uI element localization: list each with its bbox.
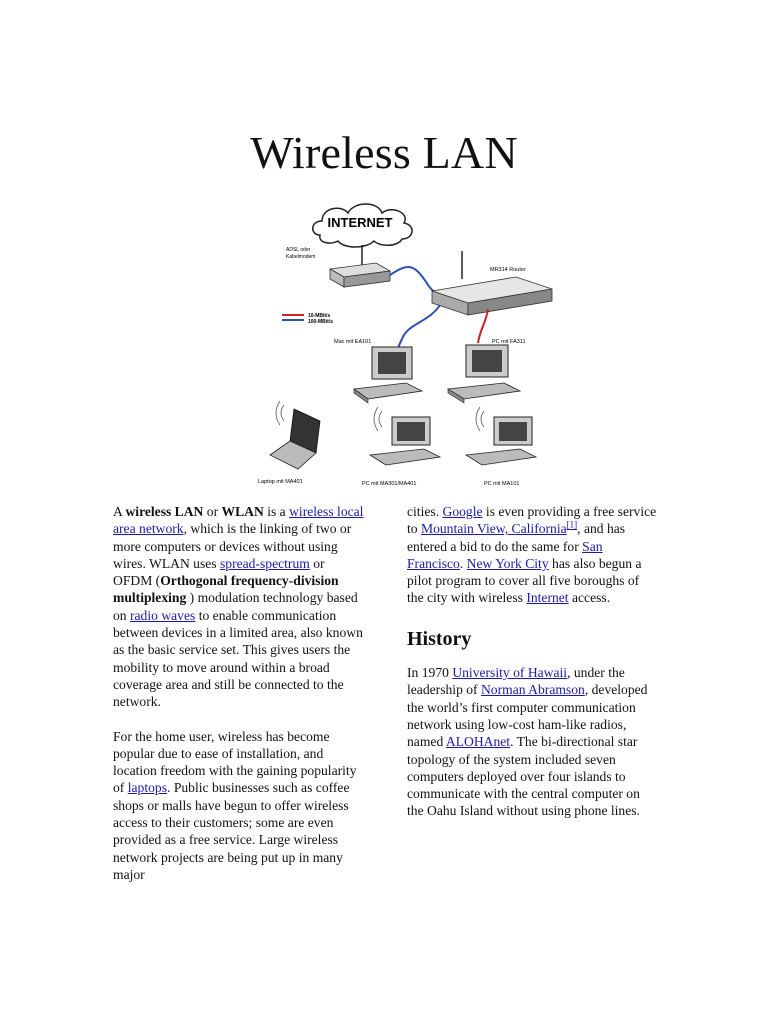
link-university-of-hawaii[interactable]: University of Hawaii bbox=[452, 665, 568, 681]
term-wireless-lan: wireless LAN bbox=[125, 504, 204, 519]
text: is even providing a free service to bbox=[407, 504, 657, 537]
term-wlan: WLAN bbox=[221, 504, 264, 519]
text: In 1970 bbox=[407, 665, 453, 681]
modem-label-1: ADSL oder bbox=[286, 247, 311, 253]
intro-paragraph bbox=[113, 503, 365, 711]
text: For the home user, wireless has become popular due to ease of installation, and location freedom with the gaining popularity of bbox=[113, 728, 357, 796]
laptop-label: Laptop mit MA401 bbox=[258, 479, 303, 485]
link-laptops[interactable]: laptops bbox=[127, 780, 168, 796]
link-radio-waves[interactable]: radio waves bbox=[130, 607, 196, 623]
network-diagram bbox=[258, 193, 558, 493]
link-google[interactable]: Google bbox=[442, 504, 483, 519]
router-label: MR314 Router bbox=[490, 267, 526, 273]
left-column bbox=[113, 503, 365, 900]
citation-1[interactable]: [1] bbox=[566, 519, 578, 530]
link-mountain-view[interactable]: Mountain View, California bbox=[420, 521, 567, 537]
modem-label-2: Kabelmodem bbox=[286, 254, 316, 260]
text: ) modulation technology based on bbox=[113, 590, 358, 623]
link-spread-spectrum[interactable]: spread-spectrum bbox=[219, 555, 310, 571]
cloud-label: INTERNET bbox=[327, 215, 393, 230]
text: to enable communication between devices in a limited area, also known as the basic service set. This gives users the mobility to move around within a broad coverage area and still be connected to the network. bbox=[113, 607, 363, 710]
link-alohanet[interactable]: ALOHAnet bbox=[445, 734, 511, 750]
right-column bbox=[407, 503, 657, 837]
home-user-paragraph bbox=[113, 728, 365, 884]
pc-ma101-icon bbox=[466, 407, 536, 465]
text: , and has entered a bid to do the same for bbox=[407, 521, 626, 554]
link-wireless-lan[interactable]: wireless local area network bbox=[113, 504, 364, 537]
page-title: Wireless LAN bbox=[250, 127, 518, 178]
legend-100: 100-MBit/s bbox=[308, 319, 334, 325]
history-heading: History bbox=[407, 627, 472, 650]
pc-fa311-icon bbox=[448, 345, 520, 403]
link-san-francisco[interactable]: San Francisco bbox=[407, 538, 603, 571]
pc-ma301-label: PC mit MA301/MA401 bbox=[362, 481, 417, 487]
link-norman-abramson[interactable]: Norman Abramson bbox=[480, 682, 585, 698]
term-ofdm: Orthogonal frequency-division multiplexing bbox=[113, 573, 339, 606]
mac-label: Mac mit EA101 bbox=[334, 339, 372, 345]
pc-fa311-label: PC mit FA311 bbox=[492, 339, 526, 345]
text: . Public businesses such as coffee shops or malls have begun to offer wireless access to their customers; some are even provided as a free service. Large wireless network projects are being put up in many major bbox=[113, 780, 350, 882]
router-icon bbox=[432, 277, 552, 315]
text: A bbox=[113, 504, 126, 519]
network-diagram-svg bbox=[258, 193, 558, 493]
text: . bbox=[459, 555, 467, 571]
modem-icon bbox=[330, 263, 390, 287]
link-new-york-city[interactable]: New York City bbox=[466, 555, 549, 571]
text: or OFDM ( bbox=[113, 555, 325, 589]
text: , which is the linking of two or more computers or devices without using wires. WLAN uses bbox=[113, 521, 352, 571]
cities-paragraph bbox=[407, 503, 657, 607]
text: has also begun a pilot program to cover all five boroughs of the city with wireless bbox=[407, 555, 642, 606]
laptop-icon bbox=[270, 401, 320, 469]
pc-ma101-label: PC mit MA101 bbox=[484, 481, 520, 487]
legend-10: 10-MBit/s bbox=[308, 313, 331, 319]
text: , under the leadership of bbox=[407, 665, 625, 698]
text: or bbox=[203, 504, 222, 519]
text: access. bbox=[568, 590, 611, 606]
history-paragraph bbox=[407, 664, 657, 820]
mac-computer-icon bbox=[354, 347, 422, 403]
text: is a bbox=[263, 504, 290, 519]
text: , developed the world’s first computer communication network using low-cost ham-like radios, named bbox=[407, 682, 648, 750]
link-internet[interactable]: Internet bbox=[526, 590, 569, 606]
text: . The bi-directional star topology of the system included seven computers deployed over four islands to communicate with the central computer on the Oahu Island without using phone lines. bbox=[407, 734, 640, 819]
pc-ma301-icon bbox=[370, 407, 440, 465]
text: cities. bbox=[407, 504, 443, 519]
